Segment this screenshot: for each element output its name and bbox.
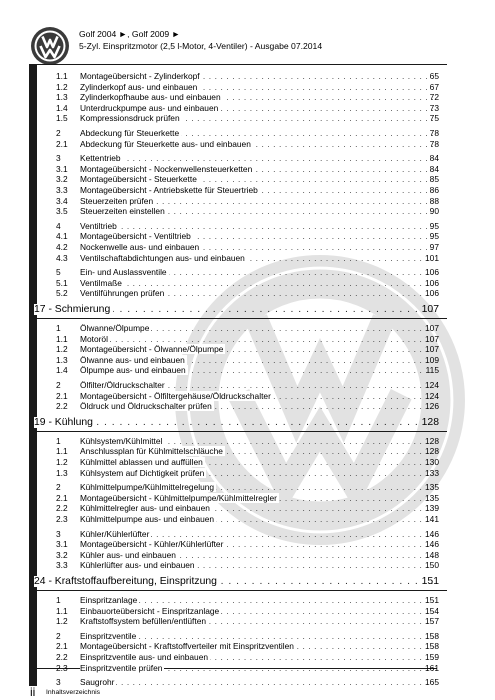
toc-entry-title-text: Einspritzventile aus- und einbauen <box>80 652 209 662</box>
toc-entry-number: 2 <box>56 128 61 138</box>
toc-entry-number: 2 <box>56 380 61 390</box>
toc-entry-number: 1 <box>56 595 61 605</box>
toc-entry-number: 1 <box>56 435 61 446</box>
toc-entry[interactable] <box>0 676 495 688</box>
toc-entry-page: 86 <box>429 185 439 195</box>
toc-entry-title-text: Montageübersicht - Ölfiltergehäuse/Öldruckschalter <box>80 390 271 401</box>
toc-chapter-title <box>34 575 435 589</box>
toc-entry-title-text: Kühlerlüfter aus- und einbauen <box>80 560 195 571</box>
toc-entry-page: 106 <box>425 277 439 288</box>
toc-entry-page: 72 <box>429 92 439 103</box>
toc-entry-number: 1.2 <box>56 616 68 627</box>
toc-chapter-page: 151 <box>421 576 439 587</box>
toc-entry-number: 3.3 <box>56 560 68 571</box>
toc-entry-page: 146 <box>425 528 439 539</box>
toc-entry-title-text: Ölfilter/Öldruckschalter <box>80 380 165 390</box>
toc-entry-number: 2.2 <box>56 401 68 412</box>
toc-entry[interactable] <box>0 513 495 525</box>
toc-entry-title <box>80 112 435 124</box>
toc-entry-title-text: Zylinderkopfhaube aus- und einbauen <box>80 92 221 103</box>
toc-entry-number: 5.2 <box>56 288 68 299</box>
toc-entry-title-text: Steuerzeiten einstellen <box>80 206 165 217</box>
toc-entry-page: 150 <box>425 560 439 571</box>
toc-entry-page: 130 <box>425 457 439 467</box>
toc-entry-title-text: Motoröl <box>80 333 108 344</box>
toc-entry-title-text: Ölwanne/Ölpumpe <box>80 323 150 333</box>
toc-entry-page: 146 <box>425 539 439 550</box>
toc-entry-title-text: Montageübersicht - Antriebskette für Steuertrieb <box>80 185 258 195</box>
toc-entry[interactable] <box>0 287 495 299</box>
toc-entry-page: 133 <box>425 467 439 478</box>
toc-entry-number: 4.2 <box>56 242 68 252</box>
toc-entry[interactable] <box>0 112 495 124</box>
toc-entry-page: 126 <box>425 401 439 412</box>
toc-entry[interactable] <box>0 662 495 674</box>
toc-entry-page: 157 <box>425 616 439 627</box>
toc-entry-title <box>80 287 435 299</box>
toc-entry-number: 4.1 <box>56 231 68 242</box>
toc-entry-page: 78 <box>429 138 439 149</box>
toc-entry-number: 5 <box>56 267 61 278</box>
toc-entry-number: 1.1 <box>56 605 68 616</box>
toc-entry-number: 1.3 <box>56 354 68 365</box>
toc-entry-page: 124 <box>425 380 439 390</box>
toc-entry-page: 135 <box>425 482 439 493</box>
toc-entry-title-text: Montageübersicht - Kraftstoffverteiler mit Einspritzventilen <box>80 641 294 652</box>
toc-entry-number: 3.4 <box>56 195 68 206</box>
toc-entry-number: 5.1 <box>56 277 68 288</box>
toc-chapter-title <box>34 303 435 317</box>
toc-entry-page: 124 <box>425 390 439 401</box>
toc-entry-number: 3 <box>56 153 61 164</box>
toc-entry-page: 139 <box>425 503 439 514</box>
toc-entry-page: 90 <box>429 206 439 217</box>
toc-entry-title-text: Kühler aus- und einbauen <box>80 549 176 560</box>
toc-entry-page: 158 <box>425 630 439 641</box>
toc-entry-page: 75 <box>429 113 439 124</box>
toc-entry-page: 95 <box>429 220 439 231</box>
toc-entry-title-text: Steuerzeiten prüfen <box>80 195 154 206</box>
toc-entry-title-text: Montageübersicht - Steuerkette <box>80 174 197 185</box>
toc-entry-title-text: Montageübersicht - Zylinderkopf <box>80 71 200 81</box>
toc-entry[interactable] <box>0 252 495 264</box>
toc-entry-title <box>80 364 435 376</box>
toc-entry-title-text: Nockenwelle aus- und einbauen <box>80 242 200 252</box>
toc-entry-title <box>80 662 435 674</box>
toc-chapter[interactable] <box>0 416 495 430</box>
toc-entry-title-text: Saugrohr <box>80 677 115 688</box>
toc-entry-title <box>80 205 435 217</box>
toc-entry-number: 1.3 <box>56 92 68 103</box>
toc-entry-number: 1.4 <box>56 102 68 113</box>
toc-entry-number: 3.2 <box>56 174 68 185</box>
toc-entry-number: 1.5 <box>56 113 68 124</box>
toc-entry-title <box>80 252 435 264</box>
toc-chapter[interactable] <box>0 575 495 589</box>
toc-entry-number: 2 <box>56 482 61 493</box>
toc-entry-title <box>80 513 435 525</box>
toc-entry-title-text: Ventiltrieb <box>80 220 117 231</box>
toc-entry-number: 1.2 <box>56 344 68 355</box>
toc-entry-number: 3.1 <box>56 539 68 550</box>
toc-entry-page: 73 <box>429 102 439 113</box>
footer-label: Inhaltsverzeichnis <box>46 689 101 696</box>
toc-entry-page: 128 <box>425 446 439 457</box>
toc-chapter-page: 128 <box>421 416 439 428</box>
footer-page-number: ii <box>30 685 36 699</box>
toc-entry-page: 106 <box>425 288 439 299</box>
toc-entry-title-text: Abdeckung für Steuerkette <box>80 128 180 138</box>
toc-entry-title-text: Montageübersicht - Kühler/Kühlerlüfter <box>80 539 224 550</box>
toc-entry-title-text: Kühlmittelpumpe/Kühlmittelregelung <box>80 482 215 493</box>
toc-entry-page: 115 <box>425 365 439 376</box>
toc-entry-title-text: Öldruck und Öldruckschalter prüfen <box>80 401 212 412</box>
toc-entry-number: 2.2 <box>56 652 68 662</box>
toc-entry-page: 107 <box>425 323 439 333</box>
toc-entry-page: 109 <box>425 354 439 365</box>
toc-entry-title-text: Ventilführungen prüfen <box>80 288 165 299</box>
toc-entry-page: 106 <box>425 267 439 278</box>
toc-chapter-page: 107 <box>421 304 439 315</box>
toc-entry-number: 1.2 <box>56 81 68 92</box>
toc-entry-title-text: Einbauorteübersicht - Einspritzanlage <box>80 605 220 616</box>
toc-entry[interactable] <box>0 364 495 376</box>
toc-entry-title-text: Abdeckung für Steuerkette aus- und einbauen <box>80 138 251 149</box>
toc-entry-page: 148 <box>425 549 439 560</box>
toc-entry-page: 88 <box>429 195 439 206</box>
toc-entry-title-text: Kühlsystem auf Dichtigkeit prüfen <box>80 467 205 478</box>
toc-entry-title <box>80 559 435 571</box>
toc-entry-number: 2.1 <box>56 138 68 149</box>
toc-entry-number: 1.1 <box>56 333 68 344</box>
toc-entry-number: 2.3 <box>56 514 68 524</box>
toc-entry-page: 154 <box>425 605 439 616</box>
toc-entry-title <box>80 138 435 150</box>
toc-entry-title-text: Kühlmittel ablassen und auffüllen <box>80 457 203 467</box>
toc-entry-page: 107 <box>425 333 439 344</box>
toc-entry-page: 84 <box>429 153 439 164</box>
toc-entry-number: 4 <box>56 220 61 231</box>
toc-entry-page: 97 <box>429 242 439 252</box>
toc-entry-number: 3 <box>56 677 61 688</box>
toc-entry-number: 2 <box>56 630 61 641</box>
toc-entry-title <box>80 400 435 412</box>
toc-entry-title-text: Ventilmaße <box>80 277 122 288</box>
toc-entry-number: 2.1 <box>56 492 68 503</box>
toc-entry-title-text: Einspritzanlage <box>80 595 138 605</box>
toc-entry-page: 128 <box>425 435 439 446</box>
toc-entry[interactable] <box>0 467 495 479</box>
toc-entry-number: 3.3 <box>56 185 68 195</box>
toc-entry-title-text: Kühlsystem/Kühlmittel <box>80 435 163 446</box>
toc-entry-title-text: Montageübersicht - Ölwanne/Ölpumpe <box>80 344 224 355</box>
toc-entry-title-text: Kompressionsdruck prüfen <box>80 113 180 124</box>
toc-entry-title-text: Ein- und Auslassventile <box>80 267 167 278</box>
toc-entry-page: 159 <box>425 652 439 662</box>
toc-entry-number: 1.1 <box>56 446 68 457</box>
toc-entry-title <box>80 615 435 627</box>
toc-entry-title-text: Zylinderkopf aus- und einbauen <box>80 81 198 92</box>
toc-entry-number: 1.3 <box>56 467 68 478</box>
toc-entry-page: 107 <box>425 344 439 355</box>
toc-entry-page: 158 <box>425 641 439 652</box>
toc-entry-page: 101 <box>425 252 439 263</box>
toc-entry-title-text: Montageübersicht - Kühlmittelpumpe/Kühlmittelregler <box>80 492 277 503</box>
toc-entry-title-text: Kühler/Kühlerlüfter <box>80 528 150 539</box>
header-models: Golf 2004 ►, Golf 2009 ► <box>79 29 181 39</box>
toc-entry-number: 2.1 <box>56 641 68 652</box>
toc-entry-number: 1.4 <box>56 365 68 376</box>
toc-entry-number: 3.5 <box>56 206 68 217</box>
toc-chapter-title-text: 24 - Kraftstoffaufbereitung, Einspritzung <box>34 576 220 587</box>
toc-entry-number: 3.2 <box>56 549 68 560</box>
toc-entry-page: 95 <box>429 231 439 242</box>
toc-entry-page: 67 <box>429 81 439 92</box>
toc-entry-page: 135 <box>425 492 439 503</box>
toc-entry-number: 2.1 <box>56 390 68 401</box>
toc-entry-title-text: Kühlmittelpumpe aus- und einbauen <box>80 514 215 524</box>
toc-entry-title-text: Anschlussplan für Kühlmittelschläuche <box>80 446 223 457</box>
toc-entry-number: 3 <box>56 528 61 539</box>
toc-chapter-title <box>34 416 435 430</box>
chapter-rule <box>37 431 447 432</box>
toc-entry[interactable] <box>0 205 495 217</box>
toc-entry-page: 65 <box>429 71 439 81</box>
toc-entry-page: 165 <box>425 677 439 688</box>
chapter-rule <box>37 590 447 591</box>
toc-entry-title-text: Montageübersicht - Ventiltrieb <box>80 231 191 242</box>
toc-entry-title <box>80 676 435 688</box>
toc-chapter[interactable] <box>0 303 495 317</box>
toc-entry-number: 1 <box>56 323 61 333</box>
toc-chapter-title-text: 17 - Schmierung <box>34 304 113 315</box>
toc-entry-number: 2.2 <box>56 503 68 514</box>
toc-entry-title-text: Kettentrieb <box>80 153 121 164</box>
toc-entry[interactable] <box>0 615 495 627</box>
toc-entry-title-text: Montageübersicht - Nockenwellensteuerketten <box>80 163 253 174</box>
toc-entry[interactable] <box>0 138 495 150</box>
toc-entry-title-text: Einspritzventile prüfen <box>80 662 163 673</box>
toc-entry-title-text: Ölpumpe aus- und einbauen <box>80 365 186 376</box>
toc-entry-title-text: Kraftstoffsystem befüllen/entlüften <box>80 616 207 627</box>
toc-entry-page: 78 <box>429 128 439 138</box>
toc-entry-title <box>80 467 435 479</box>
toc-entry-number: 4.3 <box>56 252 68 263</box>
toc-entry-page: 151 <box>425 595 439 605</box>
toc-entry[interactable] <box>0 559 495 571</box>
toc-entry-page: 141 <box>425 514 439 524</box>
toc-chapter-title-text: 19 - Kühlung <box>34 417 96 428</box>
toc-entry-title-text: Ventilschaftabdichtungen aus- und einbauen <box>80 252 245 263</box>
chapter-rule <box>37 318 447 319</box>
toc-entry-page: 84 <box>429 163 439 174</box>
toc-entry-title-text: Kühlmittelregler aus- und einbauen <box>80 503 210 514</box>
toc-entry-number: 1.1 <box>56 71 68 81</box>
header-engine: 5-Zyl. Einspritzmotor (2,5 l-Motor, 4-Ventiler) - Ausgabe 07.2014 <box>79 41 323 51</box>
toc-entry-number: 3.1 <box>56 163 68 174</box>
toc-entry-number: 2.3 <box>56 662 68 673</box>
toc-entry-page: 161 <box>425 662 439 673</box>
toc-entry-title-text: Ölwanne aus- und einbauen <box>80 354 185 365</box>
toc-entry-page: 85 <box>429 174 439 185</box>
toc-entry-title-text: Unterdruckpumpe aus- und einbauen <box>80 102 219 113</box>
toc-entry-number: 1.2 <box>56 457 68 467</box>
toc-entry-title-text: Einspritzventile <box>80 630 137 641</box>
toc-entry[interactable] <box>0 400 495 412</box>
